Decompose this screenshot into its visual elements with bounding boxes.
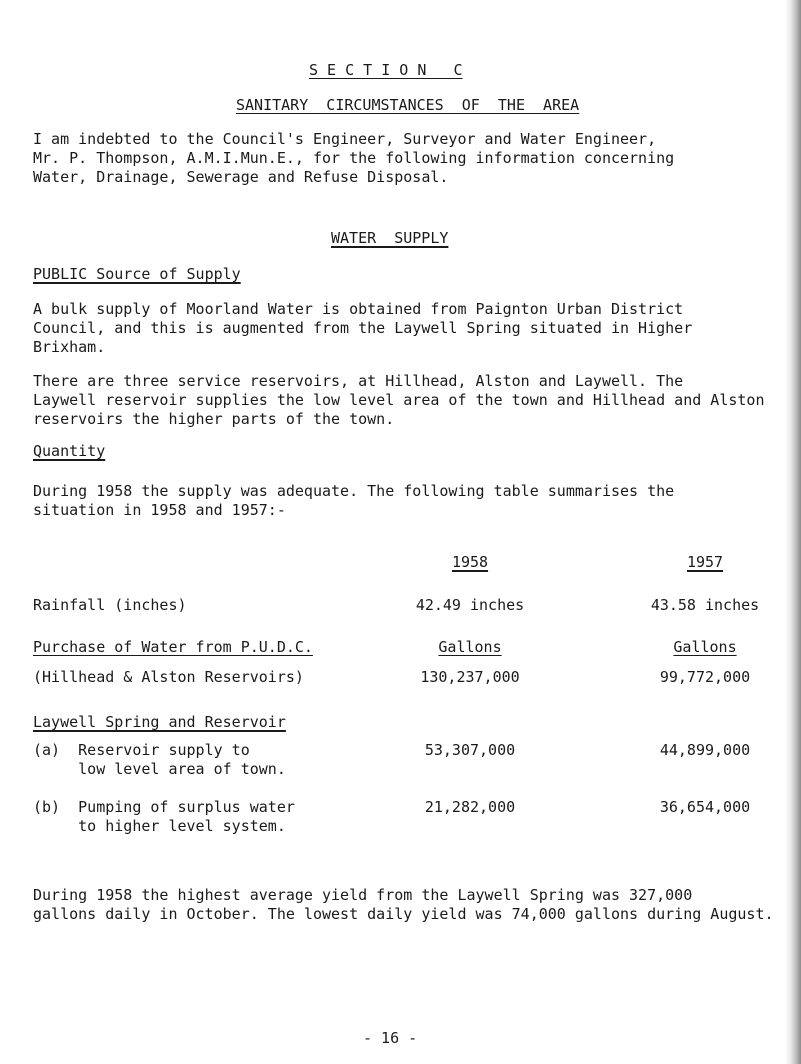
purchase-label: Purchase of Water from P.U.D.C. — [33, 638, 313, 656]
intro-paragraph: I am indebted to the Council's Engineer, Surveyor and Water Engineer, Mr. P. Thompson, A.M.I.Mun.E., for the following information concerning Water, Drainage, Sewerage and Refuse Disposal. — [33, 130, 675, 186]
purchase-unit-1957: Gallons — [673, 638, 737, 656]
closing-paragraph: During 1958 the highest average yield from the Laywell Spring was 327,000 gallons daily in October. The lowest daily yield was 74,000 gallons during August. — [33, 886, 774, 923]
hillhead-1958: 130,237,000 — [420, 668, 520, 686]
row-b-1958: 21,282,000 — [424, 798, 516, 816]
page-number: - 16 - — [363, 1029, 418, 1047]
row-a-1957: 44,899,000 — [659, 741, 751, 759]
quantity-paragraph: During 1958 the supply was adequate. The following table summarises the situation in 1958 and 1957:- — [33, 482, 675, 519]
row-b-label: (b) Pumping of surplus water to higher level system. — [33, 798, 295, 835]
quantity-heading: Quantity — [33, 442, 106, 460]
rainfall-1958: 42.49 inches — [415, 596, 525, 614]
reservoirs-paragraph: There are three service reservoirs, at Hillhead, Alston and Laywell. The Laywell reservoir supplies the low level area of the town and Hillhead and Alston reservoirs the higher parts of the town. — [33, 372, 765, 428]
column-header-1957: 1957 — [686, 553, 724, 571]
purchase-unit-1958: Gallons — [438, 638, 502, 656]
hillhead-1957: 99,772,000 — [659, 668, 751, 686]
laywell-heading: Laywell Spring and Reservoir — [33, 713, 286, 731]
row-a-1958: 53,307,000 — [424, 741, 516, 759]
row-b-1957: 36,654,000 — [659, 798, 751, 816]
page-title: SANITARY CIRCUMSTANCES OF THE AREA — [236, 96, 580, 114]
hillhead-label: (Hillhead & Alston Reservoirs) — [33, 668, 304, 686]
public-source-heading: PUBLIC Source of Supply — [33, 265, 241, 283]
bulk-supply-paragraph: A bulk supply of Moorland Water is obtained from Paignton Urban District Council, and this is augmented from the Laywell Spring situated in Higher Brixham. — [33, 300, 693, 356]
section-heading: S E C T I O N C — [309, 61, 463, 79]
column-header-1958: 1958 — [451, 553, 489, 571]
row-a-label: (a) Reservoir supply to low level area of town. — [33, 741, 286, 778]
water-supply-heading: WATER SUPPLY — [331, 229, 449, 247]
rainfall-label: Rainfall (inches) — [33, 596, 187, 614]
rainfall-1957: 43.58 inches — [650, 596, 760, 614]
